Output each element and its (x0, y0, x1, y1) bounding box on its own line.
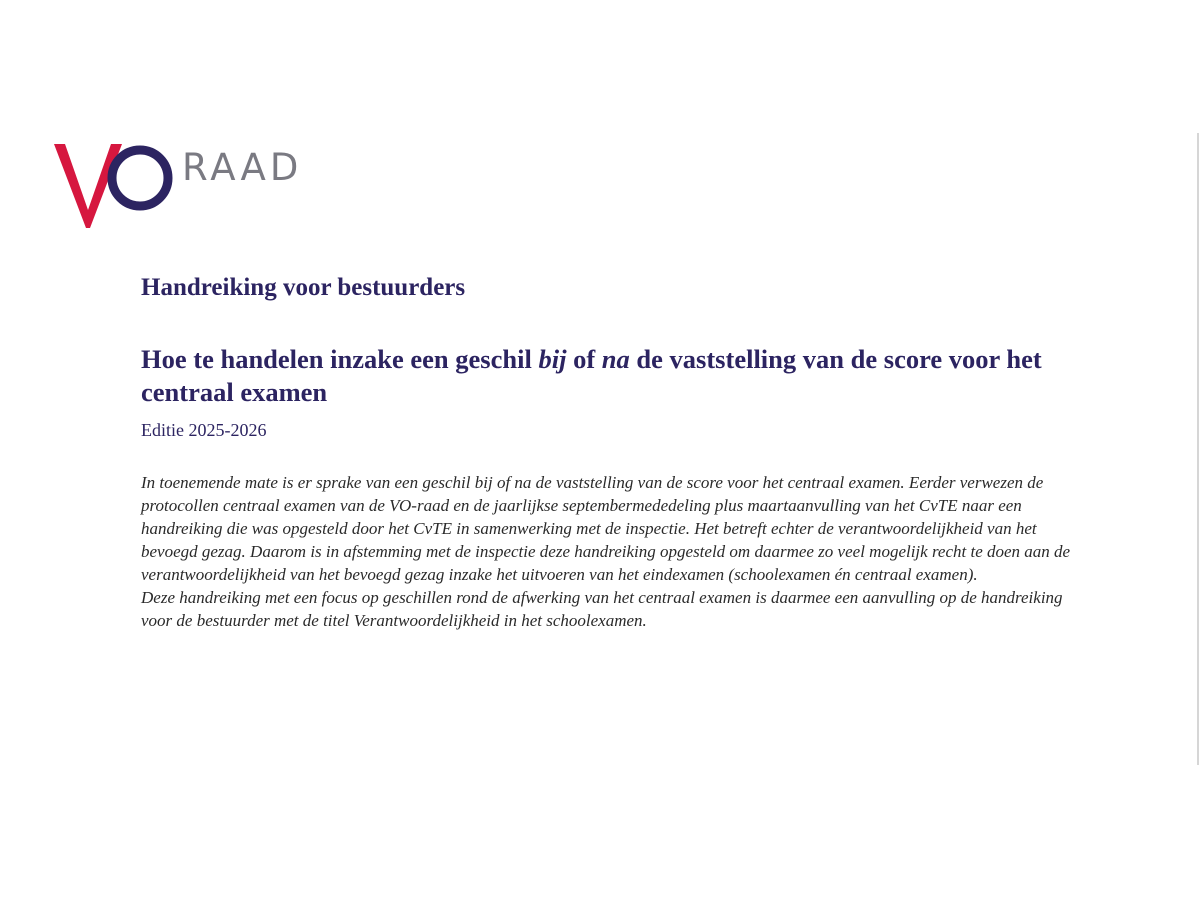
title-part-2: of (566, 344, 602, 374)
logo-o-shape (112, 150, 168, 206)
title-part-3: de vaststelling van de score voor het centraal examen (141, 344, 1042, 407)
document-title (141, 343, 1081, 409)
document-subtitle: Handreiking voor bestuurders (141, 274, 466, 301)
vo-raad-logo (52, 140, 322, 235)
vo-raad-logo-mark (52, 140, 322, 235)
logo-wordmark: RAAD (182, 146, 303, 189)
intro-paragraph-2: Deze handreiking met een focus op geschillen rond de afwerking van het centraal examen is daarmee een aanvulling op de handreiking voor de bestuurder met de titel Verantwoordelijkheid in het schoolexamen. (141, 588, 1063, 630)
title-emphasis-bij: bij (538, 344, 567, 374)
title-part-1: Hoe te handelen inzake een geschil (141, 344, 539, 374)
page-edge-divider (1197, 133, 1199, 765)
intro-paragraph-1: In toenemende mate is er sprake van een geschil bij of na de vaststelling van de score voor het centraal examen. Eerder verwezen de protocollen centraal examen van de VO-raad en de jaarlijkse septembermededeling plus maartaanvulling van het CvTE naar een handreiking die was opgesteld door het CvTE in samenwerking met de inspectie. Het betreft echter de verantwoordelijkheid van het bevoegd gezag. Daarom is in afstemming met de inspectie deze handreiking opgesteld om daarmee zo veel mogelijk recht te doen aan de verantwoordelijkheid van het bevoegd gezag inzake het uitvoeren van het eindexamen (schoolexamen én centraal examen). (141, 473, 1071, 584)
title-emphasis-na: na (601, 344, 630, 374)
intro-text (141, 471, 1076, 632)
edition-label: Editie 2025-2026 (141, 420, 267, 440)
